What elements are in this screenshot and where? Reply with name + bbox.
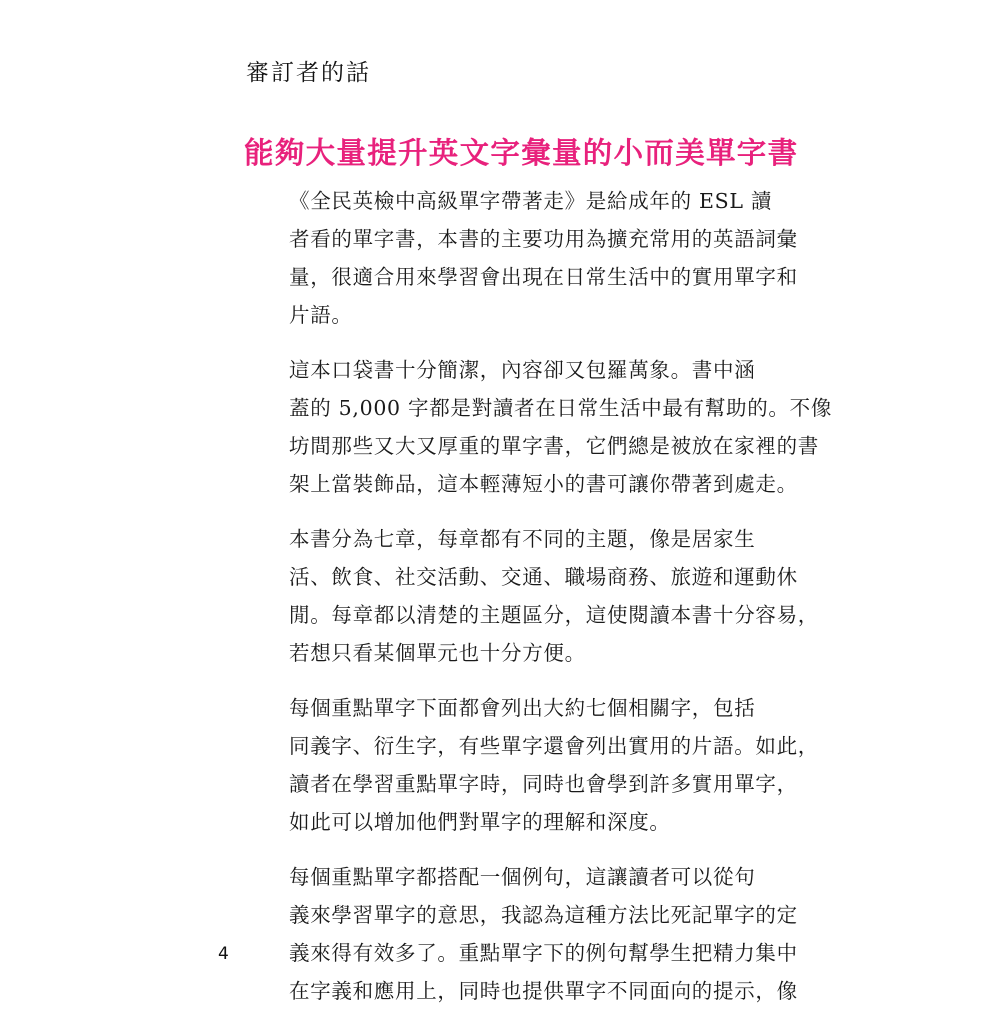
paragraph <box>247 689 819 841</box>
text-line: 同義字、衍生字，有些單字還會列出實用的片語。如此， <box>289 734 819 758</box>
text-line: 蓋的 5,000 字都是對讀者在日常生活中最有幫助的。不像 <box>289 396 833 420</box>
paragraph <box>247 858 798 1010</box>
text-line: 如此可以增加他們對單字的理解和深度。 <box>289 810 671 834</box>
page-number: 4 <box>218 944 229 964</box>
paragraph <box>247 520 819 672</box>
text-line: 在字義和應用上，同時也提供單字不同面向的提示，像 <box>289 979 798 1003</box>
text-line: 義來得有效多了。重點單字下的例句幫學生把精力集中 <box>289 941 798 965</box>
text-line: 這本口袋書十分簡潔，內容卻又包羅萬象。書中涵 <box>289 358 756 382</box>
text-line: 義來學習單字的意思，我認為這種方法比死記單字的定 <box>289 903 798 927</box>
text-line: 坊間那些又大又厚重的單字書，它們總是被放在家裡的書 <box>289 434 819 458</box>
headline: 能夠大量提升英文字彙量的小而美單字書 <box>244 136 799 170</box>
text-line: 者看的單字書，本書的主要功用為擴充常用的英語詞彙 <box>289 227 798 251</box>
section-label: 審訂者的話 <box>246 60 371 86</box>
text-line: 活、飲食、社交活動、交通、職場商務、旅遊和運動休 <box>289 565 798 589</box>
text-line: 每個重點單字下面都會列出大約七個相關字，包括 <box>289 696 756 720</box>
text-line: 讀者在學習重點單字時，同時也會學到許多實用單字， <box>289 772 798 796</box>
paragraph <box>247 351 833 503</box>
body-text <box>247 182 833 1027</box>
text-line: 量，很適合用來學習會出現在日常生活中的實用單字和 <box>289 265 798 289</box>
text-line: 架上當裝飾品，這本輕薄短小的書可讓你帶著到處走。 <box>289 472 798 496</box>
text-line: 若想只看某個單元也十分方便。 <box>289 641 586 665</box>
text-line: 片語。 <box>289 303 353 327</box>
text-line: 本書分為七章，每章都有不同的主題，像是居家生 <box>289 527 756 551</box>
paragraph <box>247 182 798 334</box>
text-line: 《全民英檢中高級單字帶著走》是給成年的 ESL 讀 <box>289 189 773 213</box>
text-line: 每個重點單字都搭配一個例句，這讓讀者可以從句 <box>289 865 756 889</box>
text-line: 閒。每章都以清楚的主題區分，這使閱讀本書十分容易， <box>289 603 819 627</box>
